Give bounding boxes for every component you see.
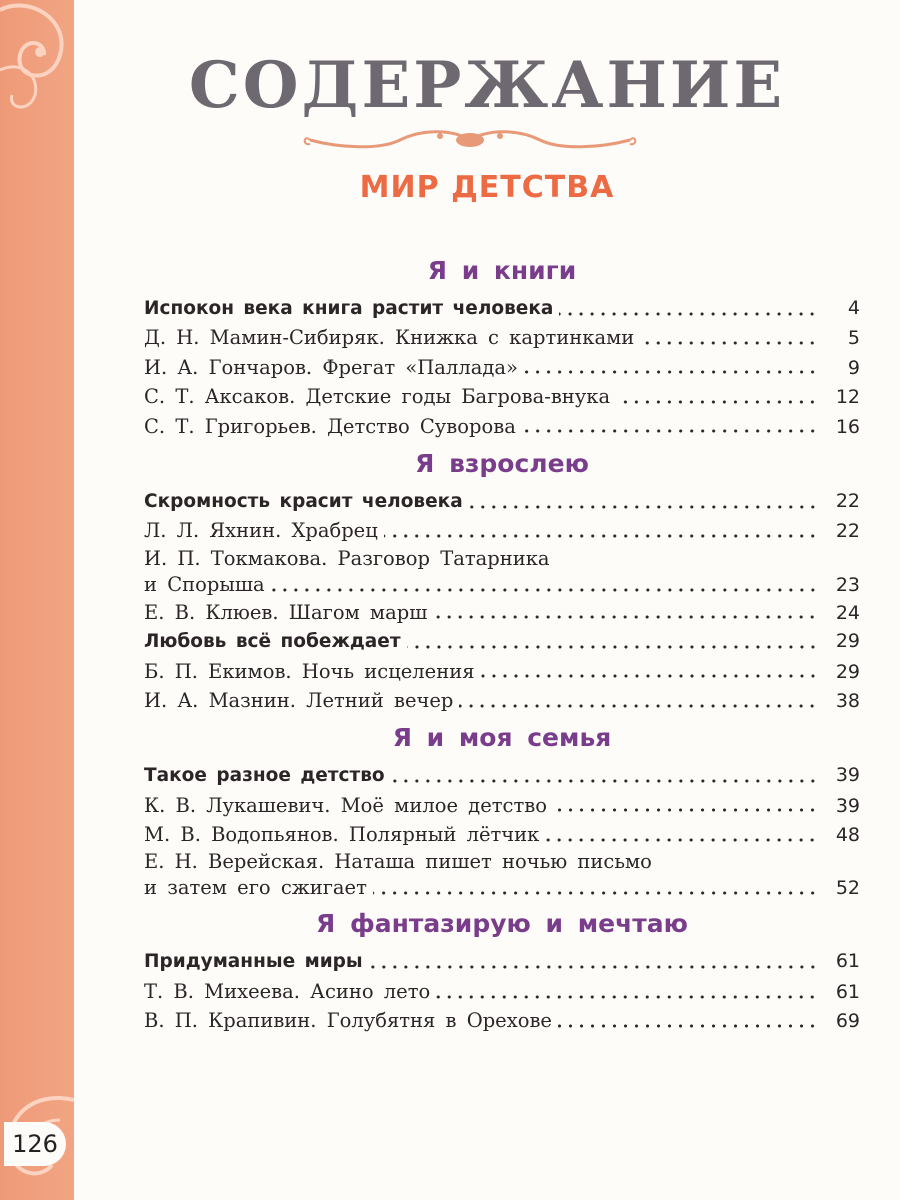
toc-entry: К. В. Лукашевич. Моё милое детство 39 [144, 793, 860, 817]
subsection-title: Я и книги [427, 256, 577, 285]
subsection-title: Я и моя семья [392, 723, 612, 753]
toc-entry: Придуманные миры 61 [144, 950, 860, 973]
toc-entry: В. П. Крапивин. Голубятня в Орехове 69 [144, 1009, 860, 1033]
toc-entry: Е. В. Клюев. Шагом марш 24 [144, 600, 860, 624]
page-title: СОДЕРЖАНИЕ [188, 48, 786, 123]
toc-entry: М. В. Водопьянов. Полярный лётчик 48 [144, 823, 860, 847]
toc-entry: Л. Л. Яхнин. Храбрец 22 [144, 519, 860, 543]
flourish-divider-icon [300, 126, 640, 154]
page-number: 126 [4, 1122, 66, 1166]
toc-entry: И. А. Гончаров. Фрегат «Паллада» 9 [144, 355, 860, 379]
table-of-contents [144, 248, 860, 1036]
toc-entry: и затем его сжигает 52 [144, 876, 860, 900]
side-band [0, 0, 74, 1200]
subsection-title: Я взрослею [415, 448, 589, 478]
toc-entry: Д. Н. Мамин-Сибиряк. Книжка с картинками 5 [144, 326, 860, 350]
toc-entry: Б. П. Екимов. Ночь исцеления 29 [144, 659, 860, 683]
swirl-ornament-icon [0, 0, 74, 120]
toc-entry-line: Е. Н. Верейская. Наташа пишет ночью письмо [144, 850, 652, 874]
toc-entry: И. А. Мазнин. Летний вечер 38 [144, 688, 860, 712]
toc-entry: Т. В. Михеева. Асино лето 61 [144, 979, 860, 1003]
toc-entry: С. Т. Аксаков. Детские годы Багрова-внука 12 [144, 385, 860, 409]
section-title: МИР ДЕТСТВА [359, 170, 615, 205]
toc-entry: Испокон века книга растит человека 4 [144, 297, 860, 319]
toc-entry: Скромность красит человека 22 [144, 489, 860, 512]
subsection-title: Я фантазирую и мечтаю [316, 909, 688, 939]
toc-entry: Любовь всё побеждает 29 [144, 630, 860, 653]
toc-entry: Такое разное детство 39 [144, 764, 860, 787]
toc-entry-line: И. П. Токмакова. Разговор Татарника [144, 546, 550, 570]
toc-entry: С. Т. Григорьев. Детство Суворова 16 [144, 414, 860, 438]
toc-entry: и Спорыша 23 [144, 572, 860, 596]
